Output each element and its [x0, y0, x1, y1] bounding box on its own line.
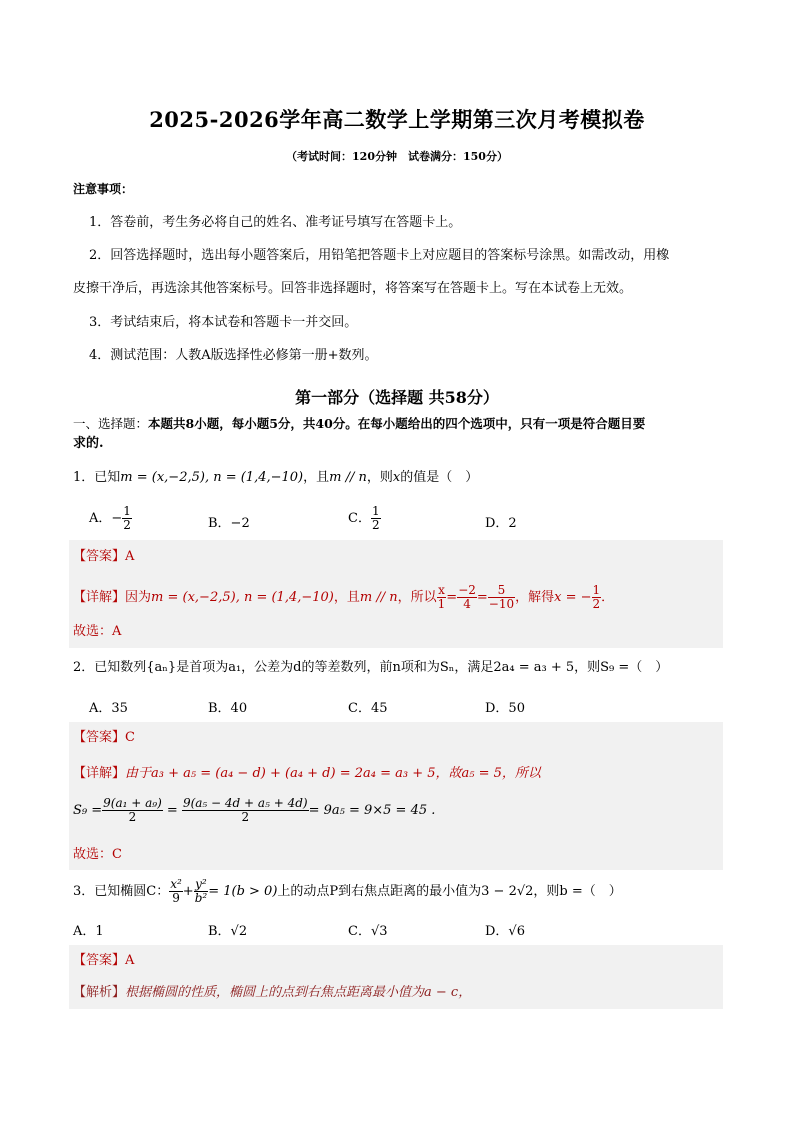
question-3-stem: 3．已知椭圆C： $\frac{\text{x²}}{9}$ + $\frac{\text{y²}}{\text{b²}}$ = 1(b > 0)上的动点P到右焦点距离的最小值为3 − 2√2，则b =（ ） [73, 877, 622, 905]
q2-option-d[interactable]: D．50 [485, 701, 525, 716]
choice-instructions [73, 415, 645, 433]
q2-frac-a: $\frac{\text{9(a₁ + a₉)}}{2}$ [103, 796, 162, 824]
q1-vectors: m = (x,−2,5), n = (1,4,−10) [120, 470, 304, 485]
q1-parallel: m // n [329, 470, 367, 485]
q2-answer: 【答案】C [73, 730, 135, 745]
q3-option-b[interactable]: B．√2 [208, 924, 248, 939]
exam-title: 2025-2026学年高二数学上学期第三次月考模拟卷 [149, 107, 645, 132]
q2-option-a[interactable]: A．35 [89, 701, 128, 716]
instructions-cont: 求的. [73, 436, 104, 451]
q1-var: x [392, 470, 401, 485]
q1-mid: ，且 [303, 470, 330, 485]
q1-detail: 【详解】因为m = (x,−2,5), n = (1,4,−10)，且m // n，所以 $\frac{x}{1}$ = $\frac{-2}{4}$ = $\frac{5}{-10}$ ，解得x = − $\frac{1}{2}$ ． [73, 583, 615, 611]
q1-choose-band [69, 616, 723, 648]
q1-option-c-label: C． [348, 511, 371, 526]
q2-option-c[interactable]: C．45 [348, 701, 388, 716]
q3-answer-band [69, 945, 723, 977]
note-item-2: 2．回答选择题时，选出每小题答案后，用铅笔把答题卡上对应题目的答案标号涂黑。如需改动，用橡 [89, 248, 670, 263]
q2-choose-band [69, 838, 723, 870]
instructions-label: 一、选择题： [73, 416, 149, 431]
q1-frac-4: $\frac{1}{2}$ [592, 583, 601, 611]
q2-choose: 故选：C [73, 847, 122, 862]
q1-frac-1: $\frac{x}{1}$ [437, 583, 446, 611]
q2-answer-band [69, 722, 723, 756]
note-item-3: 3．考试结束后，将本试卷和答题卡一并交回。 [89, 315, 358, 330]
q3-option-a[interactable]: A．1 [73, 924, 104, 939]
q1-post: ，则 [366, 470, 393, 485]
q1-option-a[interactable] [89, 505, 132, 532]
q2-frac-b: $\frac{\text{9(a₅ − 4d + a₅ + 4d)}}{2}$ [182, 796, 308, 824]
q1-option-b[interactable]: B．−2 [208, 516, 250, 531]
q1-option-c[interactable] [348, 505, 381, 532]
q1-end: 的值是（ ） [400, 470, 479, 485]
note-item-2-cont: 皮擦干净后，再选涂其他答案标号。回答非选择题时，将答案写在答题卡上。写在本试卷上无效。 [73, 281, 633, 296]
q1-frac-2: $\frac{-2}{4}$ [458, 583, 476, 611]
q2-detail: 【详解】由于a₃ + a₅ = (a₄ − d) + (a₄ + d) = 2a₄ = a₃ + 5，故a₅ = 5，所以 [73, 766, 541, 781]
q2-detail-formula: S₉ = $\frac{\text{9(a₁ + a₉)}}{2}$ = $\frac{\text{9(a₅ − 4d + a₅ + 4d)}}{2}$ = 9a₅ = 9×5 = 45 . [73, 796, 436, 824]
instructions-text: 本题共8小题，每小题5分，共40分。在每小题给出的四个选项中，只有一项是符合题目要 [148, 416, 646, 431]
q3-detail: 【解析】根据椭圆的性质，椭圆上的点到右焦点距离最小值为a − c， [73, 985, 472, 1000]
notes-heading: 注意事项： [73, 182, 134, 196]
question-1-stem [73, 469, 478, 487]
q3-option-c[interactable]: C．√3 [348, 924, 388, 939]
q1-choose: 故选：A [73, 624, 122, 639]
q1-option-c-frac: $\frac{1}{2}$ [371, 504, 380, 532]
exam-subtitle: （考试时间：120分钟 试卷满分：150分） [286, 150, 508, 163]
section-heading: 第一部分（选择题 共58分） [295, 388, 499, 407]
q1-pre: 1．已知 [73, 470, 121, 485]
q1-answer-band [69, 540, 723, 574]
q1-option-d[interactable]: D．2 [485, 516, 517, 531]
q2-option-b[interactable]: B．40 [208, 701, 248, 716]
q3-option-d[interactable]: D．√6 [485, 924, 525, 939]
q1-option-a-label: A．− [89, 511, 123, 526]
question-2-stem: 2．已知数列{aₙ}是首项为a₁，公差为d的等差数列，前n项和为Sₙ，满足2a₄ = a₃ + 5，则S₉ =（ ） [73, 660, 669, 675]
note-item-4: 4．测试范围：人教A版选择性必修第一册+数列。 [89, 348, 378, 363]
q3-answer: 【答案】A [73, 953, 135, 968]
q3-frac-x: $\frac{\text{x²}}{9}$ [170, 877, 182, 905]
q1-option-a-frac: $\frac{1}{2}$ [123, 504, 131, 532]
q1-answer: 【答案】A [73, 549, 135, 564]
note-item-1: 1．答卷前，考生务必将自己的姓名、准考证号填写在答题卡上。 [89, 215, 462, 230]
q1-frac-3: $\frac{5}{-10}$ [488, 583, 515, 611]
q3-frac-y: $\frac{\text{y²}}{\text{b²}}$ [194, 877, 208, 905]
